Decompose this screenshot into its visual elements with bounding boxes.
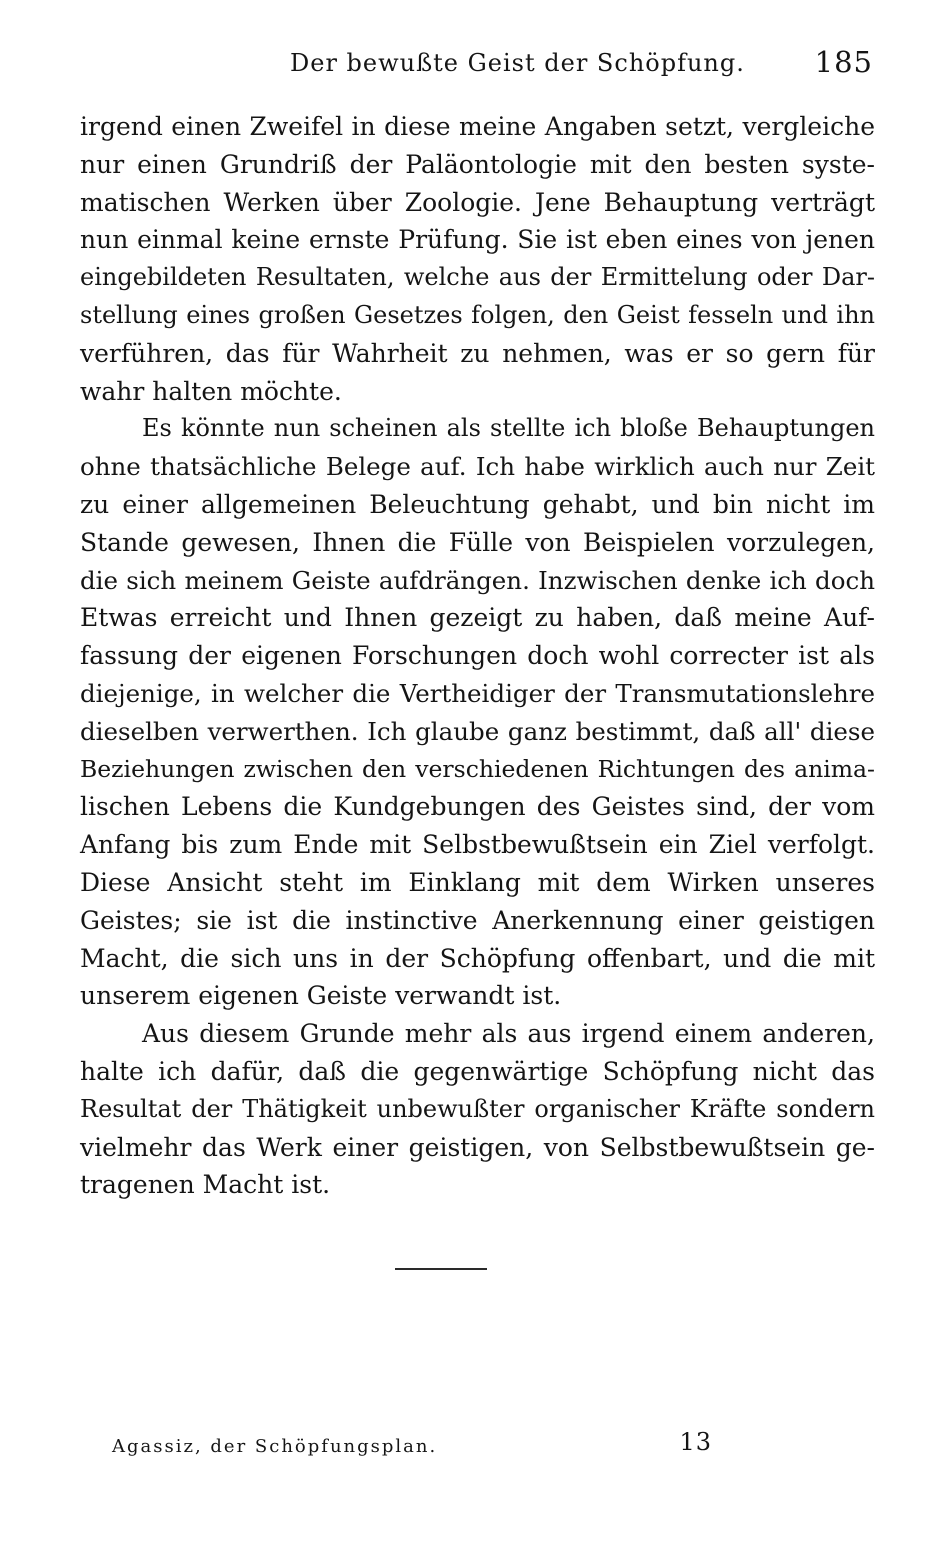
text-line: nun einmal keine ernste Prüfung. Sie ist eben eines von jenen [80, 225, 875, 255]
text-line: verführen, das für Wahrheit zu nehmen, was er so gern für [80, 338, 875, 368]
text-line: irgend einen Zweifel in diese meine Angaben setzt, vergleiche [80, 112, 875, 141]
text-line: Etwas erreicht und Ihnen gezeigt zu haben, daß meine Auf- [80, 603, 875, 633]
text-line: Anfang bis zum Ende mit Selbstbewußtsein ein Ziel verfolgt. [80, 830, 875, 860]
text-line: lischen Lebens die Kundgebungen des Geistes sind, der vom [80, 792, 875, 822]
text-line: Geistes; sie ist die instinctive Anerkennung einer geistigen [80, 905, 875, 935]
text-line: Macht, die sich uns in der Schöpfung offenbart, und die mit [80, 943, 875, 973]
body-text [80, 108, 875, 1204]
text-line: Resultat der Thätigkeit unbewußter organischer Kräfte sondern [80, 1094, 875, 1123]
running-head [80, 45, 875, 85]
page-number: 185 [814, 45, 873, 79]
text-line: halte ich dafür, daß die gegenwärtige Schöpfung nicht das [80, 1056, 875, 1086]
text-line: Beziehungen zwischen den verschiedenen Richtungen des anima- [80, 754, 875, 783]
text-line: Stande gewesen, Ihnen die Fülle von Beispielen vorzulegen, [80, 527, 875, 557]
paragraph-1 [80, 108, 875, 410]
text-line: Diese Ansicht steht im Einklang mit dem Wirken unseres [80, 867, 875, 897]
text-line: diejenige, in welcher die Vertheidiger der Transmutationslehre [80, 678, 875, 708]
text-line: zu einer allgemeinen Beleuchtung gehabt, und bin nicht im [80, 489, 875, 519]
signature-mark: 13 [679, 1428, 712, 1456]
text-line: eingebildeten Resultaten, welche aus der Ermittelung oder Dar- [80, 263, 875, 292]
section-rule [395, 1268, 487, 1270]
text-line: Es könnte nun scheinen als stellte ich bloße Behauptungen [142, 414, 875, 443]
text-line: ohne thatsächliche Belege auf. Ich habe wirklich auch nur Zeit [80, 452, 875, 482]
text-line: matischen Werken über Zoologie. Jene Behauptung verträgt [80, 187, 875, 217]
printer-signature: Agassiz, der Schöpfungsplan. [112, 1436, 438, 1457]
text-line: vielmehr das Werk einer geistigen, von Selbstbewußtsein ge- [80, 1132, 875, 1162]
text-line: dieselben verwerthen. Ich glaube ganz bestimmt, daß all' diese [80, 716, 875, 746]
text-line: tragenen Macht ist. [80, 1170, 331, 1200]
text-line: unserem eigenen Geiste verwandt ist. [80, 981, 562, 1011]
text-line: wahr halten möchte. [80, 376, 342, 406]
paragraph-2 [80, 410, 875, 1015]
text-line: die sich meinem Geiste aufdrängen. Inzwischen denke ich doch [80, 565, 875, 595]
text-line: Aus diesem Grunde mehr als aus irgend einem anderen, [142, 1019, 875, 1049]
text-line: stellung eines großen Gesetzes folgen, den Geist fesseln und ihn [80, 300, 875, 329]
text-line: nur einen Grundriß der Paläontologie mit den besten syste- [80, 149, 875, 179]
text-line: fassung der eigenen Forschungen doch wohl correcter ist als [80, 641, 875, 671]
footer [112, 1428, 812, 1468]
running-title: Der bewußte Geist der Schöpfung. [290, 49, 745, 77]
paragraph-3 [80, 1015, 875, 1204]
